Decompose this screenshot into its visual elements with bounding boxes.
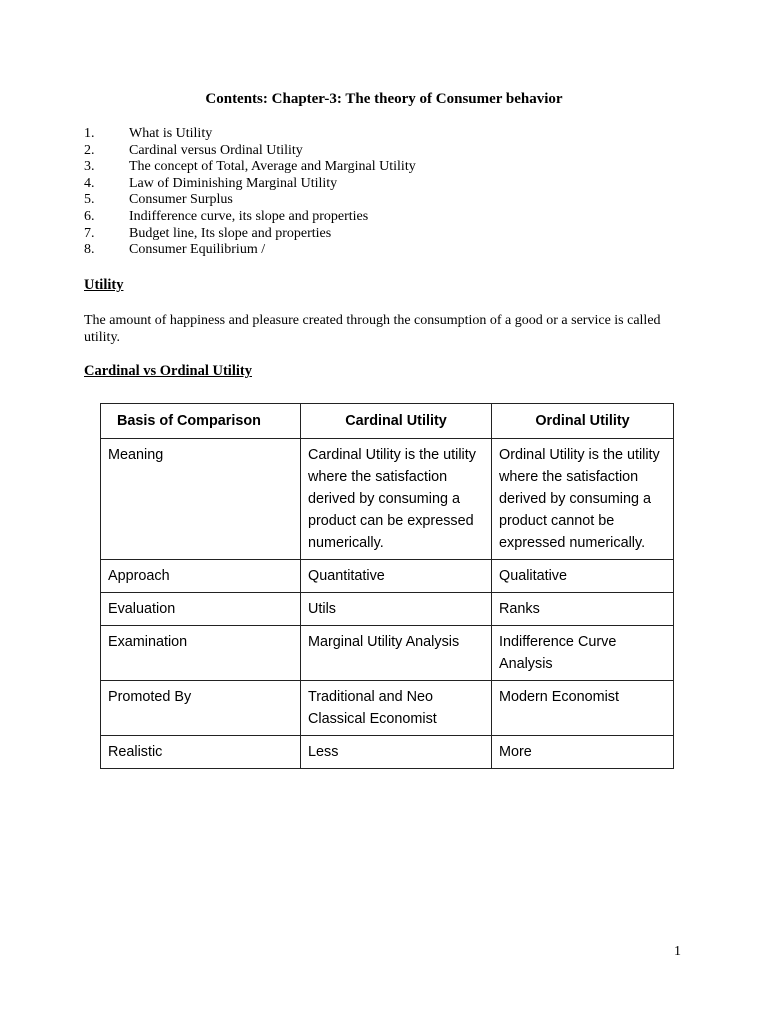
toc-text: The concept of Total, Average and Marginal Utility bbox=[129, 159, 416, 175]
table-header-row bbox=[101, 404, 674, 439]
toc-item bbox=[84, 159, 416, 176]
ordinal-cell: Ranks bbox=[492, 593, 674, 626]
ordinal-cell: More bbox=[492, 736, 674, 769]
toc-number: 4. bbox=[84, 175, 95, 191]
ordinal-cell: Indifference Curve Analysis bbox=[492, 626, 674, 681]
row-label: Examination bbox=[101, 626, 301, 681]
toc-text: Law of Diminishing Marginal Utility bbox=[129, 175, 338, 191]
toc-item bbox=[84, 192, 416, 209]
toc-item bbox=[84, 176, 416, 193]
cardinal-cell: Traditional and Neo Classical Economist bbox=[301, 681, 492, 736]
toc-text: What is Utility bbox=[129, 126, 213, 141]
row-label: Approach bbox=[101, 560, 301, 593]
table-row bbox=[101, 681, 674, 736]
toc-item bbox=[84, 209, 416, 226]
toc-text: Cardinal versus Ordinal Utility bbox=[129, 142, 303, 158]
toc-item bbox=[84, 226, 416, 243]
toc-number: 5. bbox=[84, 192, 95, 208]
toc-text: Budget line, Its slope and properties bbox=[129, 225, 332, 241]
table-row bbox=[101, 593, 674, 626]
cardinal-cell: Cardinal Utility is the utility where the satisfaction derived by consuming a product can be expressed numerically. bbox=[301, 439, 492, 560]
toc-text: Consumer Surplus bbox=[129, 192, 233, 208]
toc-text: Indifference curve, its slope and properties bbox=[129, 208, 369, 224]
page-number: 1 bbox=[674, 944, 681, 959]
table-row bbox=[101, 439, 674, 560]
row-label: Realistic bbox=[101, 736, 301, 769]
ordinal-cell: Ordinal Utility is the utility where the satisfaction derived by consuming a product cannot be expressed numerically. bbox=[492, 439, 674, 560]
table-row bbox=[101, 626, 674, 681]
ordinal-cell: Modern Economist bbox=[492, 681, 674, 736]
comparison-heading: Cardinal vs Ordinal Utility bbox=[84, 363, 252, 379]
toc-number: 2. bbox=[84, 142, 95, 158]
row-label: Meaning bbox=[101, 439, 301, 560]
row-label: Evaluation bbox=[101, 593, 301, 626]
comparison-table bbox=[100, 403, 674, 769]
cardinal-cell: Less bbox=[301, 736, 492, 769]
toc-item bbox=[84, 242, 416, 259]
table-row bbox=[101, 560, 674, 593]
toc-number: 1. bbox=[84, 126, 95, 141]
toc-number: 6. bbox=[84, 208, 95, 224]
row-label: Promoted By bbox=[101, 681, 301, 736]
header-ordinal: Ordinal Utility bbox=[492, 404, 674, 439]
table-row bbox=[101, 736, 674, 769]
ordinal-cell: Qualitative bbox=[492, 560, 674, 593]
header-cardinal: Cardinal Utility bbox=[301, 404, 492, 439]
toc-text: Consumer Equilibrium / bbox=[129, 242, 266, 258]
toc-item bbox=[84, 143, 416, 160]
toc-number: 7. bbox=[84, 225, 95, 241]
table-of-contents bbox=[84, 126, 416, 259]
toc-number: 3. bbox=[84, 159, 95, 175]
utility-heading: Utility bbox=[84, 277, 124, 293]
page-title: Contents: Chapter-3: The theory of Consumer behavior bbox=[205, 91, 563, 107]
cardinal-cell: Utils bbox=[301, 593, 492, 626]
toc-number: 8. bbox=[84, 242, 95, 258]
header-basis: Basis of Comparison bbox=[101, 404, 301, 439]
toc-item bbox=[84, 126, 416, 143]
cardinal-cell: Marginal Utility Analysis bbox=[301, 626, 492, 681]
utility-definition: The amount of happiness and pleasure created through the consumption of a good or a service is called utility. bbox=[84, 313, 661, 345]
cardinal-cell: Quantitative bbox=[301, 560, 492, 593]
